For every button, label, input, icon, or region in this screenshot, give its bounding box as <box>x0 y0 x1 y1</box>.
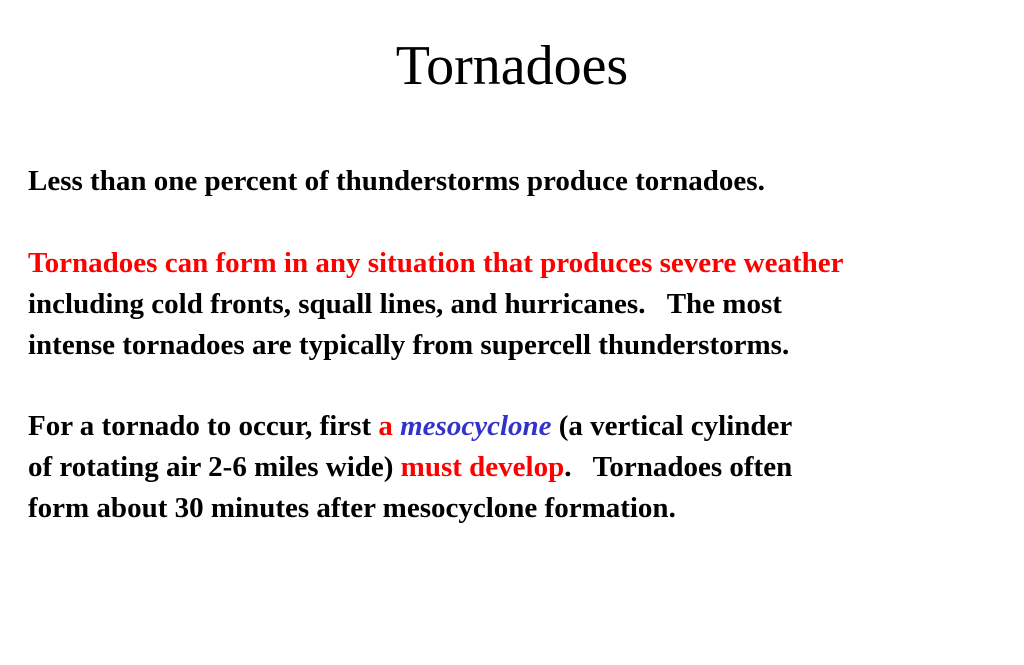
paragraph3-line1 <box>28 406 1018 447</box>
paragraph-mesocyclone <box>28 406 1018 529</box>
slide-title: Tornadoes <box>395 35 629 97</box>
paragraph3-line1-text: For a tornado to occur, first <box>28 410 379 442</box>
paragraph3-line1-red-a: a <box>378 410 401 442</box>
paragraph3-line3: form about 30 minutes after mesocyclone formation. <box>28 492 676 524</box>
paragraph2-line1-highlight: Tornadoes can form in any situation that produces severe weather <box>28 247 844 279</box>
paragraph3-line2-rest: . Tornadoes often <box>564 451 793 483</box>
paragraph3-line1-rest: (a vertical cylinder <box>551 410 793 442</box>
mesocyclone-term: mesocyclone <box>400 410 552 442</box>
paragraph2-line3: intense tornadoes are typically from supercell thunderstorms. <box>28 329 790 361</box>
paragraph3-line2-text: of rotating air 2-6 miles wide) <box>28 451 401 483</box>
paragraph1-line1: Less than one percent of thunderstorms produce tornadoes. <box>28 165 765 197</box>
paragraph3-line2 <box>28 447 1018 488</box>
paragraph2-line2: including cold fronts, squall lines, and hurricanes. The most <box>28 288 782 320</box>
paragraph-thunderstorm-percent <box>28 161 1018 202</box>
paragraph-tornado-formation <box>28 243 1018 366</box>
must-develop-highlight: must develop <box>400 451 565 483</box>
